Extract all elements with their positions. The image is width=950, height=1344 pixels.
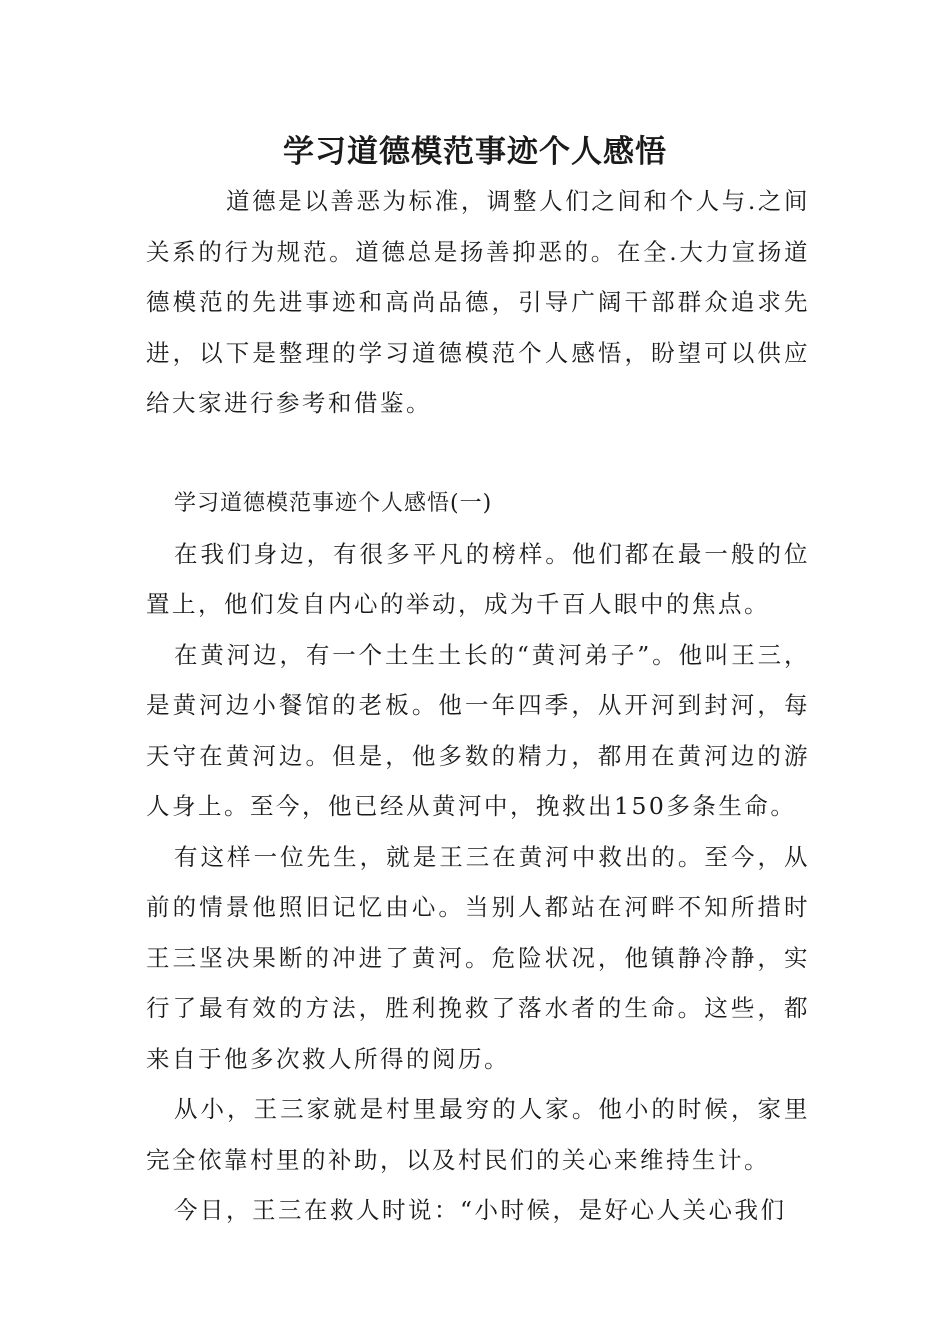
body-paragraph: 今日，王三在救人时说：“小时候，是好心人关心我们 [174,1196,787,1224]
body-paragraph: 在我们身边，有很多平凡的榜样。他们都在最一般的位置上，他们发自内心的举动，成为千百人眼中的焦点。 [146,539,810,618]
body-paragraph: 有这样一位先生，就是王三在黄河中救出的。至今，从前的情景他照旧记忆由心。当别人都站在河畔不知所措时王三坚决果断的冲进了黄河。危险状况，他镇静冷静，实行了最有效的方法，胜利挽救了落水者的生命。这些，都来自于他多次救人所得的阅历。 [146,842,810,1073]
body-paragraph: 在黄河边，有一个土生土长的“黄河弟子”。他叫王三，是黄河边小餐馆的老板。他一年四季，从开河到封河，每天守在黄河边。但是，他多数的精力，都用在黄河边的游人身上。至今，他已经从黄河中，挽救出150多条生命。 [146,640,810,820]
body-paragraph: 从小，王三家就是村里最穷的人家。他小的时候，家里完全依靠村里的补助，以及村民们的关心来维持生计。 [146,1095,810,1174]
section-heading: 学习道德模范事迹个人感悟(一) [174,490,493,516]
paragraph-spacer [146,429,810,479]
intro-paragraph: 道德是以善恶为标准，调整人们之间和个人与.之间关系的行为规范。道德总是扬善抑恶的。在全.大力宣扬道德模范的先进事迹和高尚品德，引导广阔干部群众追求先进，以下是整理的学习道德模范个人感悟，盼望可以供应给大家进行参考和借鉴。 [146,187,810,417]
document-title: 学习道德模范事迹个人感悟 [283,134,667,170]
document-body [146,176,810,1236]
